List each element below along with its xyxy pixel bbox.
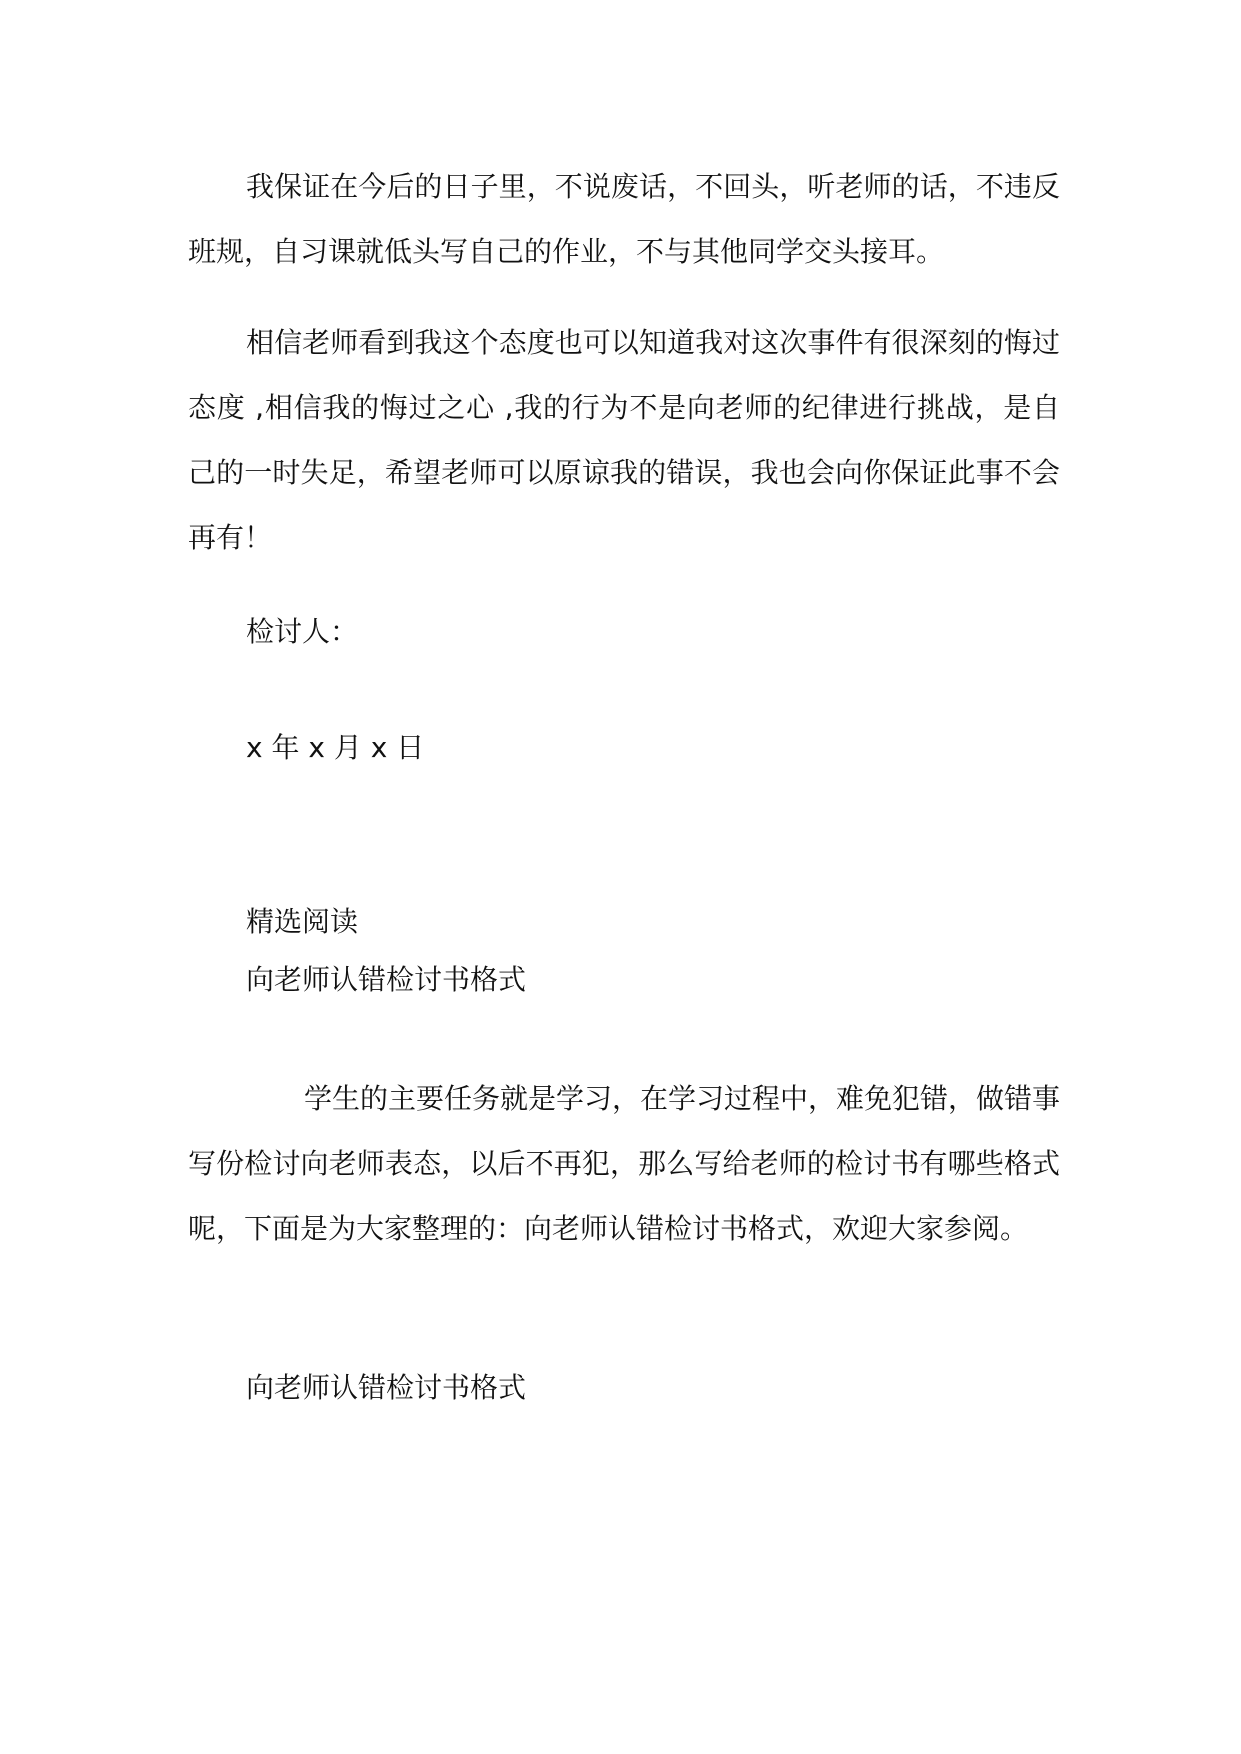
date-line: x 年 x 月 x 日 <box>246 731 425 764</box>
paragraph-intro: 学生的主要任务就是学习，在学习过程中，难免犯错，做错事写份检讨向老师表态，以后不再犯，那么写给老师的检讨书有哪些格式呢，下面是为大家整理的：向老师认错检讨书格式，欢迎大家参阅。 <box>188 1082 1061 1245</box>
paragraph-attitude: 相信老师看到我这个态度也可以知道我对这次事件有很深刻的悔过态度 ,相信我的悔过之心 ,我的行为不是向老师的纪律进行挑战，是自己的一时失足，希望老师可以原谅我的错误，我也会向你保证此事不会再有！ <box>188 326 1060 554</box>
featured-reading-title: 向老师认错检讨书格式 <box>246 963 527 996</box>
signature-line: 检讨人： <box>246 615 359 648</box>
featured-reading-heading: 精选阅读 <box>246 905 359 938</box>
section-title: 向老师认错检讨书格式 <box>246 1371 527 1404</box>
paragraph-promise: 我保证在今后的日子里，不说废话，不回头，听老师的话，不违反班规，自习课就低头写自己的作业，不与其他同学交头接耳。 <box>188 170 1060 268</box>
